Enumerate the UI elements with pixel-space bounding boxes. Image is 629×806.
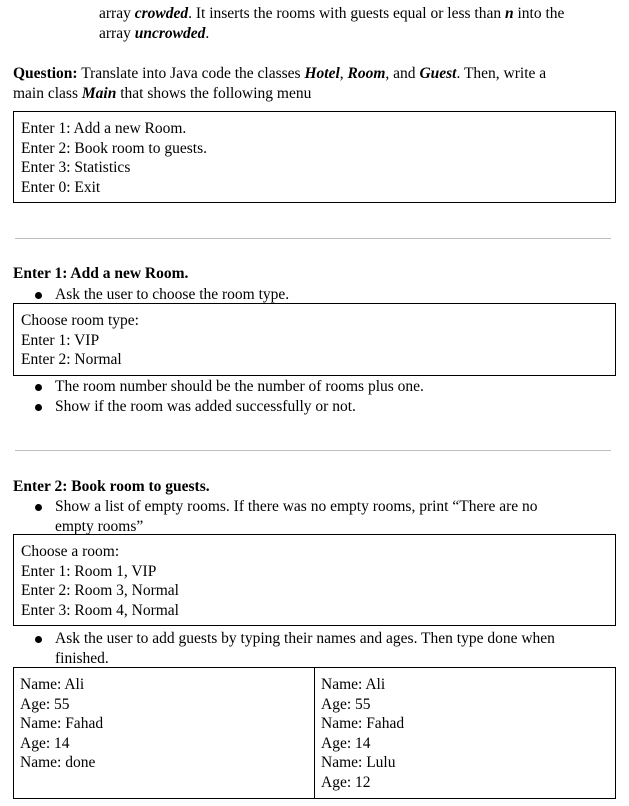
box-line: Enter 1: VIP [21, 331, 100, 349]
section1-bullets-2 [13, 377, 613, 416]
question-label: Question: [13, 65, 78, 82]
divider [15, 450, 611, 451]
guest-example-table [13, 667, 616, 799]
main-menu-box [13, 111, 616, 203]
menu-line: Enter 0: Exit [21, 178, 101, 196]
menu-line: Enter 1: Add a new Room. [21, 120, 187, 137]
list-item: Ask the user to choose the room type. [13, 285, 613, 305]
menu-line: Enter 2: Book room to guests. [21, 139, 207, 157]
list-item: The room number should be the number of rooms plus one. [13, 377, 613, 397]
guest-example-left [14, 668, 314, 798]
box-line: Name: Fahad [321, 715, 405, 732]
box-line: Name: Ali [321, 676, 386, 693]
intro-paragraph [99, 4, 619, 43]
section2-heading: Enter 2: Book room to guests. [13, 478, 210, 495]
box-line: Age: 55 [20, 695, 70, 713]
section2-bullets-2 [13, 629, 613, 668]
box-line: Name: Fahad [20, 715, 104, 732]
box-line: Enter 1: Room 1, VIP [21, 562, 157, 580]
intro-line-1: array crowded. It inserts the rooms with guests equal or less than n into the [99, 5, 565, 22]
box-line: Age: 55 [321, 695, 371, 713]
box-line: Choose a room: [21, 543, 120, 560]
guest-example-right [314, 668, 615, 798]
room-type-box [13, 303, 616, 376]
uncrowded-term: uncrowded [134, 24, 206, 42]
box-line: Name: Ali [20, 676, 85, 693]
box-line: Age: 14 [321, 734, 371, 752]
menu-line: Enter 3: Statistics [21, 159, 131, 176]
n-term: n [504, 5, 514, 22]
box-line: Name: Lulu [321, 754, 396, 771]
room-choice-box [13, 534, 616, 626]
question-line-2: main class Main that shows the following menu [13, 84, 312, 102]
intro-line-2: array uncrowded. [99, 24, 210, 42]
section1-heading: Enter 1: Add a new Room. [13, 265, 189, 282]
section2-bullets [13, 497, 613, 536]
box-line: Name: done [20, 754, 96, 771]
box-line: Enter 2: Room 3, Normal [21, 582, 179, 599]
box-line: Age: 14 [20, 734, 70, 752]
box-line: Enter 2: Normal [21, 351, 122, 368]
list-item: Show if the room was added successfully or not. [13, 397, 613, 417]
question-line-1: Question: Translate into Java code the classes Hotel, Room, and Guest. Then, write a [13, 65, 547, 82]
box-line: Age: 12 [321, 773, 371, 791]
box-line: Enter 3: Room 4, Normal [21, 601, 179, 619]
crowded-term: crowded [134, 5, 189, 22]
question-paragraph [13, 64, 613, 103]
box-line: Choose room type: [21, 312, 139, 329]
section1-bullets [13, 285, 613, 305]
divider [15, 238, 611, 239]
list-item: Show a list of empty rooms. If there was no empty rooms, print “There are no empty rooms” [13, 497, 613, 536]
list-item: Ask the user to add guests by typing their names and ages. Then type done when finished. [13, 629, 613, 668]
